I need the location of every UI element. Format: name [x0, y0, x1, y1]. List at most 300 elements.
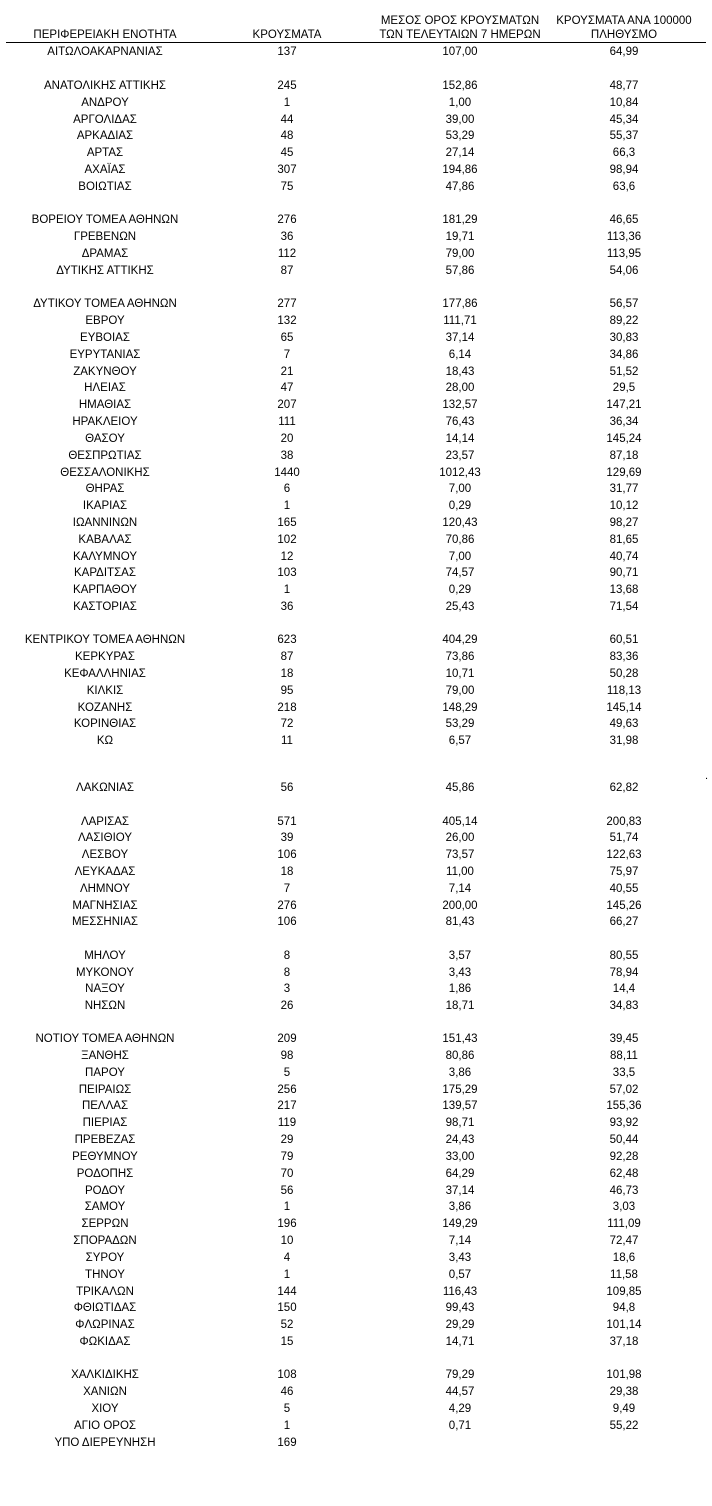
table-row — [0, 1065, 712, 1082]
table-row — [0, 128, 712, 145]
cases-cell: 56 — [280, 782, 294, 794]
region-cell: ΦΘΙΩΤΙΔΑΣ — [73, 1302, 137, 1314]
table-row — [0, 414, 712, 431]
region-cell: ΛΗΜΝΟΥ — [79, 883, 131, 895]
per100k-cell: 34,86 — [609, 349, 639, 361]
per100k-cell: 50,44 — [609, 1134, 639, 1146]
region-cell: ΚΕΡΚΥΡΑΣ — [75, 651, 135, 663]
region-cell: ΘΕΣΠΡΩΤΙΑΣ — [68, 450, 142, 462]
table-row — [0, 898, 712, 915]
table-row — [0, 733, 712, 750]
region-cell: ΥΠΟ ΔΙΕΡΕΥΝΗΣΗ — [54, 1437, 156, 1449]
avg7-cell: 139,57 — [442, 1100, 478, 1112]
region-cell: ΛΑΣΙΘΙΟΥ — [77, 832, 133, 844]
avg7-cell: 73,57 — [445, 849, 475, 861]
region-cell: ΑΝΑΤΟΛΙΚΗΣ ΑΤΤΙΚΗΣ — [43, 80, 166, 92]
cases-cell: 207 — [277, 399, 297, 411]
region-cell: ΡΟΔΟΠΗΣ — [76, 1168, 134, 1180]
per100k-cell: 51,74 — [609, 832, 639, 844]
per100k-cell: 51,52 — [609, 366, 639, 378]
cases-cell: 72 — [280, 718, 294, 730]
table-row — [0, 666, 712, 683]
per100k-cell: 87,18 — [609, 450, 639, 462]
cases-cell: 103 — [277, 567, 297, 579]
cases-cell: 39 — [280, 832, 294, 844]
table-row — [0, 145, 712, 162]
region-cell: ΛΑΡΙΣΑΣ — [80, 816, 130, 828]
region-cell: ΚΩ — [96, 735, 114, 747]
per100k-cell: 155,36 — [606, 1100, 642, 1112]
cases-cell: 7 — [283, 349, 291, 361]
table-row — [0, 1115, 712, 1132]
avg7-cell: 79,29 — [445, 1369, 475, 1381]
per100k-cell: 109,85 — [606, 1286, 642, 1298]
avg7-cell: 120,43 — [442, 517, 478, 529]
avg7-cell: 3,57 — [448, 950, 472, 962]
region-cell: ΣΥΡΟΥ — [85, 1252, 125, 1264]
avg7-cell: 23,57 — [445, 450, 475, 462]
per100k-cell: 9,49 — [612, 1403, 636, 1415]
avg7-cell: 76,43 — [445, 416, 475, 428]
table-row — [0, 229, 712, 246]
per100k-cell: 122,63 — [606, 849, 642, 861]
region-cell: ΦΛΩΡΙΝΑΣ — [75, 1319, 135, 1331]
cases-cell: 95 — [280, 685, 294, 697]
table-row — [0, 814, 712, 831]
per100k-cell: 40,55 — [609, 883, 639, 895]
cases-cell: 7 — [283, 883, 291, 895]
avg7-cell: 53,29 — [445, 130, 475, 142]
avg7-cell: 44,57 — [445, 1386, 475, 1398]
per100k-cell: 90,71 — [609, 567, 639, 579]
per100k-cell: 129,69 — [606, 467, 642, 479]
table-row — [0, 448, 712, 465]
cases-cell: 623 — [277, 634, 297, 646]
table-row — [0, 112, 712, 129]
avg7-cell: 6,57 — [448, 735, 472, 747]
cases-cell: 87 — [280, 651, 294, 663]
per100k-cell: 118,13 — [606, 685, 642, 697]
region-cell: ΡΟΔΟΥ — [84, 1185, 126, 1197]
per100k-cell: 55,37 — [609, 130, 639, 142]
cases-cell: 5 — [283, 1067, 291, 1079]
per100k-cell: 37,18 — [609, 1336, 639, 1348]
region-cell: ΒΟΡΕΙΟΥ ΤΟΜΕΑ ΑΘΗΝΩΝ — [31, 214, 179, 226]
per100k-cell: 48,77 — [609, 80, 639, 92]
region-cell: ΙΩΑΝΝΙΝΩΝ — [72, 517, 138, 529]
region-cell: ΧΑΝΙΩΝ — [83, 1386, 127, 1398]
avg7-cell: 148,29 — [442, 702, 478, 714]
table-row — [0, 95, 712, 112]
table-row — [0, 364, 712, 381]
per100k-cell: 75,97 — [609, 866, 639, 878]
region-cell: ΕΒΡΟΥ — [85, 315, 125, 327]
cases-cell: 307 — [277, 164, 297, 176]
region-cell: ΔΡΑΜΑΣ — [81, 248, 129, 260]
table-row — [0, 549, 712, 566]
avg7-cell: 404,29 — [442, 634, 478, 646]
avg7-cell: 0,57 — [448, 1269, 472, 1281]
cases-cell: 218 — [277, 702, 297, 714]
cases-cell: 79 — [280, 1151, 294, 1163]
region-cell: ΔΥΤΙΚΗΣ ΑΤΤΙΚΗΣ — [56, 265, 154, 277]
region-cell: ΕΥΒΟΙΑΣ — [80, 332, 130, 344]
cases-cell: 5 — [283, 1403, 291, 1415]
per100k-cell: 46,65 — [609, 214, 639, 226]
per100k-cell: 45,34 — [609, 114, 639, 126]
table-row — [0, 1031, 712, 1048]
table-row — [0, 1250, 712, 1267]
region-cell: ΣΑΜΟΥ — [84, 1201, 126, 1213]
avg7-cell: 26,00 — [445, 832, 475, 844]
avg7-cell: 175,29 — [442, 1084, 478, 1096]
cases-cell: 102 — [277, 534, 297, 546]
per100k-cell: 71,54 — [609, 601, 639, 613]
cases-cell: 20 — [280, 433, 294, 445]
cases-cell: 45 — [280, 147, 294, 159]
per100k-cell: 46,73 — [609, 1185, 639, 1197]
per100k-cell: 101,14 — [606, 1319, 642, 1331]
region-cell: ΚΑΒΑΛΑΣ — [78, 534, 132, 546]
table-row — [0, 1048, 712, 1065]
cases-cell: 111 — [278, 416, 296, 428]
header-avg7-line1: ΜΕΣΟΣ ΟΡΟΣ ΚΡΟΥΣΜΑΤΩΝ — [380, 15, 540, 27]
per100k-cell: 145,24 — [606, 433, 642, 445]
table-row — [0, 1401, 712, 1418]
cases-cell: 1 — [283, 1201, 291, 1213]
per100k-cell: 64,99 — [609, 46, 639, 58]
cases-cell: 12 — [280, 551, 294, 563]
region-cell: ΝΗΣΩΝ — [84, 1000, 126, 1012]
region-cell: ΝΟΤΙΟΥ ΤΟΜΕΑ ΑΘΗΝΩΝ — [35, 1033, 175, 1045]
per100k-cell: 93,92 — [609, 1117, 639, 1129]
per100k-cell: 29,38 — [609, 1386, 639, 1398]
per100k-cell: 62,48 — [609, 1168, 639, 1180]
per100k-cell: 29,5 — [612, 382, 636, 394]
cases-cell: 112 — [277, 248, 297, 260]
region-cell: ΠΡΕΒΕΖΑΣ — [74, 1134, 136, 1146]
region-cell: ΚΑΡΠΑΘΟΥ — [73, 584, 137, 596]
avg7-cell: 194,86 — [442, 164, 478, 176]
table-row — [0, 881, 712, 898]
header-region: ΠΕΡΙΦΕΡΕΙΑΚΗ ΕΝΟΤΗΤΑ — [33, 29, 177, 41]
cases-cell: 245 — [277, 80, 297, 92]
region-cell: ΚΕΦΑΛΛΗΝΙΑΣ — [64, 668, 146, 680]
cases-cell: 38 — [280, 450, 294, 462]
per100k-cell: 66,3 — [612, 147, 636, 159]
per100k-cell: 81,65 — [609, 534, 639, 546]
cases-cell: 165 — [277, 517, 297, 529]
header-per100k-line2: ΠΛΗΘΥΣΜΟ — [590, 29, 658, 41]
table-row — [0, 632, 712, 649]
avg7-cell: 181,29 — [442, 214, 478, 226]
per100k-cell: 63,6 — [612, 181, 636, 193]
avg7-cell: 149,29 — [442, 1218, 478, 1230]
table-row — [0, 44, 712, 61]
per100k-cell: 200,83 — [606, 816, 642, 828]
table-row — [0, 948, 712, 965]
cases-cell: 196 — [277, 1218, 297, 1230]
region-cell: ΜΗΛΟΥ — [84, 950, 126, 962]
per100k-cell: 31,77 — [609, 483, 639, 495]
table-row — [0, 532, 712, 549]
cases-cell: 217 — [277, 1100, 297, 1112]
table-row — [0, 914, 712, 931]
table-row — [0, 212, 712, 229]
avg7-cell: 3,43 — [448, 967, 472, 979]
region-cell: ΤΗΝΟΥ — [85, 1269, 125, 1281]
region-cell: ΑΝΔΡΟΥ — [81, 97, 129, 109]
cases-cell: 1 — [283, 584, 291, 596]
per100k-cell: 94,8 — [612, 1302, 636, 1314]
table-row — [0, 998, 712, 1015]
region-cell: ΘΑΣΟΥ — [85, 433, 125, 445]
avg7-cell: 11,00 — [446, 866, 474, 878]
avg7-cell: 45,86 — [445, 782, 475, 794]
region-cell: ΣΠΟΡΑΔΩΝ — [73, 1235, 137, 1247]
cases-cell: 87 — [280, 265, 294, 277]
cases-cell: 18 — [280, 866, 294, 878]
per100k-cell: 147,21 — [606, 399, 642, 411]
region-cell: ΦΩΚΙΔΑΣ — [79, 1336, 131, 1348]
per100k-cell: 78,94 — [609, 967, 639, 979]
region-cell: ΚΕΝΤΡΙΚΟΥ ΤΟΜΕΑ ΑΘΗΝΩΝ — [24, 634, 186, 646]
avg7-cell: 177,86 — [442, 298, 478, 310]
avg7-cell: 14,71 — [445, 1336, 475, 1348]
per100k-cell: 34,83 — [609, 1000, 639, 1012]
per100k-cell: 145,26 — [606, 900, 642, 912]
stray-mark: . — [705, 770, 709, 782]
region-cell: ΑΙΤΩΛΟΑΚΑΡΝΑΝΙΑΣ — [47, 46, 163, 58]
region-cell: ΚΙΛΚΙΣ — [86, 685, 124, 697]
cases-cell: 36 — [280, 601, 294, 613]
cases-cell: 75 — [280, 181, 294, 193]
avg7-cell: 132,57 — [442, 399, 478, 411]
per100k-cell: 10,84 — [609, 97, 639, 109]
per100k-cell: 62,82 — [609, 782, 639, 794]
per100k-cell: 39,45 — [609, 1033, 639, 1045]
cases-cell: 209 — [277, 1033, 297, 1045]
avg7-cell: 74,57 — [445, 567, 475, 579]
avg7-cell: 116,43 — [442, 1286, 478, 1298]
per100k-cell: 98,94 — [609, 164, 639, 176]
table-row — [0, 1233, 712, 1250]
per100k-cell: 3,03 — [612, 1201, 636, 1213]
table-row — [0, 1199, 712, 1216]
cases-cell: 3 — [283, 983, 291, 995]
avg7-cell: 33,00 — [445, 1151, 475, 1163]
per100k-cell: 80,55 — [609, 950, 639, 962]
per100k-cell: 13,68 — [609, 584, 639, 596]
avg7-cell: 29,29 — [445, 1319, 475, 1331]
table-row — [0, 780, 712, 797]
per100k-cell: 60,51 — [609, 634, 639, 646]
region-cell: ΑΡΓΟΛΙΔΑΣ — [73, 114, 137, 126]
region-cell: ΧΙΟΥ — [91, 1403, 119, 1415]
per100k-cell: 40,74 — [609, 551, 639, 563]
avg7-cell: 3,43 — [448, 1252, 472, 1264]
per100k-cell: 49,63 — [609, 718, 639, 730]
table-row — [0, 1166, 712, 1183]
avg7-cell: 6,14 — [448, 349, 472, 361]
avg7-cell: 405,14 — [442, 816, 478, 828]
region-cell: ΑΡΤΑΣ — [86, 147, 124, 159]
region-cell: ΤΡΙΚΑΛΩΝ — [76, 1286, 134, 1298]
cases-cell: 18 — [280, 668, 294, 680]
per100k-cell: 72,47 — [609, 1235, 639, 1247]
cases-cell: 70 — [280, 1168, 294, 1180]
avg7-cell: 0,29 — [448, 500, 472, 512]
table-row — [0, 515, 712, 532]
avg7-cell: 1,00 — [448, 97, 472, 109]
cases-cell: 276 — [277, 214, 297, 226]
region-cell: ΚΟΖΑΝΗΣ — [77, 702, 133, 714]
avg7-cell: 53,29 — [445, 718, 475, 730]
cases-cell: 150 — [277, 1302, 297, 1314]
table-row — [0, 683, 712, 700]
avg7-cell: 3,86 — [448, 1201, 472, 1213]
table-row — [0, 830, 712, 847]
region-cell: ΧΑΛΚΙΔΙΚΗΣ — [71, 1369, 139, 1381]
avg7-cell: 37,14 — [445, 332, 475, 344]
cases-cell: 108 — [277, 1369, 297, 1381]
avg7-cell: 25,43 — [445, 601, 475, 613]
avg7-cell: 1012,43 — [439, 467, 481, 479]
header-divider — [6, 42, 706, 43]
per100k-cell: 83,36 — [609, 651, 639, 663]
per100k-cell: 14,4 — [612, 983, 636, 995]
avg7-cell: 79,00 — [445, 248, 475, 260]
cases-cell: 4 — [283, 1252, 291, 1264]
avg7-cell: 64,29 — [445, 1168, 475, 1180]
table-row — [0, 716, 712, 733]
per100k-cell: 10,12 — [609, 500, 639, 512]
cases-cell: 1 — [283, 97, 291, 109]
avg7-cell: 7,00 — [448, 483, 472, 495]
region-cell: ΠΑΡΟΥ — [85, 1067, 125, 1079]
table-row — [0, 565, 712, 582]
avg7-cell: 3,86 — [448, 1067, 472, 1079]
avg7-cell: 200,00 — [442, 900, 478, 912]
cases-cell: 256 — [277, 1084, 297, 1096]
avg7-cell: 4,29 — [448, 1403, 472, 1415]
avg7-cell: 47,86 — [445, 181, 475, 193]
cases-cell: 1 — [283, 1269, 291, 1281]
cases-cell: 276 — [277, 900, 297, 912]
avg7-cell: 0,71 — [448, 1420, 472, 1432]
cases-cell: 106 — [277, 849, 297, 861]
avg7-cell: 7,14 — [448, 1235, 472, 1247]
per100k-cell: 113,36 — [606, 231, 642, 243]
avg7-cell: 73,86 — [445, 651, 475, 663]
avg7-cell: 79,00 — [445, 685, 475, 697]
avg7-cell: 24,43 — [445, 1134, 475, 1146]
avg7-cell: 7,00 — [448, 551, 472, 563]
cases-cell: 11 — [281, 735, 293, 747]
cases-cell: 119 — [277, 1117, 297, 1129]
avg7-cell: 98,71 — [445, 1117, 475, 1129]
table-row — [0, 347, 712, 364]
region-cell: ΣΕΡΡΩΝ — [81, 1218, 129, 1230]
table-row — [0, 864, 712, 881]
cases-cell: 1 — [283, 500, 291, 512]
avg7-cell: 19,71 — [445, 231, 475, 243]
per100k-cell: 113,95 — [606, 248, 642, 260]
region-cell: ΙΚΑΡΙΑΣ — [82, 500, 128, 512]
avg7-cell: 7,14 — [448, 883, 472, 895]
region-cell: ΜΑΓΝΗΣΙΑΣ — [72, 900, 138, 912]
region-cell: ΚΑΡΔΙΤΣΑΣ — [74, 567, 136, 579]
cases-cell: 1 — [283, 1420, 291, 1432]
per100k-cell: 111,09 — [607, 1218, 641, 1230]
table-row — [0, 1284, 712, 1301]
region-cell: ΚΑΣΤΟΡΙΑΣ — [73, 601, 137, 613]
region-cell: ΑΡΚΑΔΙΑΣ — [76, 130, 134, 142]
table-row — [0, 1267, 712, 1284]
table-row — [0, 1132, 712, 1149]
region-cell: ΔΥΤΙΚΟΥ ΤΟΜΕΑ ΑΘΗΝΩΝ — [33, 298, 177, 310]
cases-cell: 26 — [280, 1000, 294, 1012]
cases-cell: 8 — [283, 967, 291, 979]
per100k-cell: 30,83 — [609, 332, 639, 344]
cases-cell: 46 — [280, 1386, 294, 1398]
avg7-cell: 81,43 — [445, 916, 475, 928]
region-cell: ΖΑΚΥΝΘΟΥ — [73, 366, 137, 378]
region-cell: ΘΗΡΑΣ — [85, 483, 125, 495]
table-row — [0, 1367, 712, 1384]
region-cell: ΗΜΑΘΙΑΣ — [78, 399, 132, 411]
avg7-cell: 18,43 — [445, 366, 475, 378]
table-row — [0, 296, 712, 313]
table-row — [0, 431, 712, 448]
table-row — [0, 700, 712, 717]
per100k-cell: 31,98 — [609, 735, 639, 747]
table-row — [0, 162, 712, 179]
cases-cell: 8 — [283, 950, 291, 962]
avg7-cell: 80,86 — [445, 1050, 475, 1062]
per100k-cell: 66,27 — [609, 916, 639, 928]
table-row — [0, 1384, 712, 1401]
cases-cell: 47 — [280, 382, 294, 394]
per100k-cell: 11,58 — [610, 1269, 638, 1281]
cases-cell: 571 — [277, 816, 297, 828]
avg7-cell: 107,00 — [442, 46, 478, 58]
table-row — [0, 649, 712, 666]
table-row — [0, 1082, 712, 1099]
cases-cell: 277 — [277, 298, 297, 310]
region-cell: ΠΕΛΛΑΣ — [81, 1100, 129, 1112]
cases-cell: 1440 — [274, 467, 300, 479]
per100k-cell: 88,11 — [610, 1050, 638, 1062]
table-row — [0, 847, 712, 864]
region-cell: ΘΕΣΣΑΛΟΝΙΚΗΣ — [60, 467, 150, 479]
region-cell: ΛΕΣΒΟΥ — [81, 849, 129, 861]
cases-cell: 36 — [280, 231, 294, 243]
region-cell: ΠΙΕΡΙΑΣ — [82, 1117, 128, 1129]
region-cell: ΑΧΑΪΑΣ — [84, 164, 126, 176]
cases-cell: 169 — [277, 1437, 297, 1449]
per100k-cell: 56,57 — [609, 298, 639, 310]
cases-cell: 56 — [280, 1185, 294, 1197]
avg7-cell: 111,71 — [443, 315, 477, 327]
table-row — [0, 1418, 712, 1435]
avg7-cell: 1,86 — [448, 983, 472, 995]
cases-cell: 10 — [280, 1235, 294, 1247]
table-row — [0, 1183, 712, 1200]
avg7-cell: 99,43 — [445, 1302, 475, 1314]
cases-cell: 144 — [277, 1286, 297, 1298]
region-cell: ΗΡΑΚΛΕΙΟΥ — [72, 416, 138, 428]
